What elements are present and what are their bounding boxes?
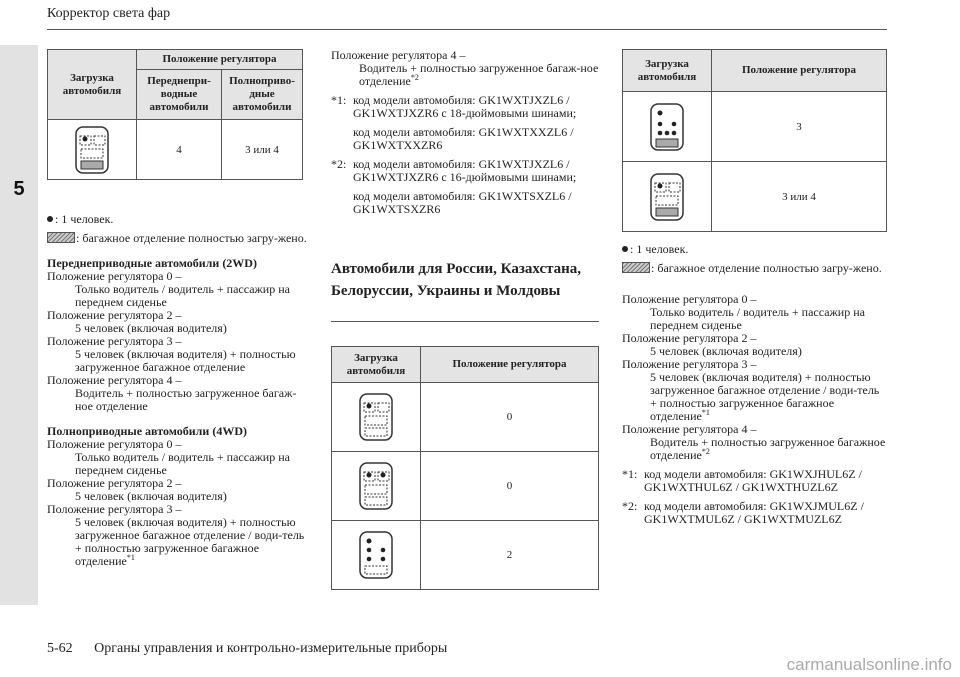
- luggage-hatch-icon: [622, 262, 650, 273]
- pos2-text: 5 человек (включая водителя): [650, 344, 802, 358]
- fwd-pos4-label: Положение регулятора 4 –: [47, 373, 182, 387]
- pos4-label: Положение регулятора 4 –: [622, 422, 757, 436]
- car-load-diagram-icon: [358, 530, 394, 580]
- awd-pos0-text: Только водитель / водитель + пассажир на переднем сиденье: [75, 450, 290, 477]
- column-2-text: [331, 49, 601, 216]
- row-value: 3 или 4: [712, 162, 887, 232]
- page-footer: [47, 641, 465, 657]
- pos4-text: Водитель + полностью загруженное багажное отделение$^{*2}$: [650, 435, 886, 462]
- table-fwd-awd: [47, 49, 303, 180]
- row-value: 0: [421, 452, 599, 521]
- person-icon: [622, 246, 628, 252]
- legend-luggage: : багажное отделение полностью загру-жено.: [47, 232, 307, 245]
- th-load: Загрузка автомобиля: [623, 50, 712, 92]
- fwd-heading: Переднеприводные автомобили (2WD): [47, 256, 257, 270]
- row-value: 3: [712, 92, 887, 162]
- header-rule: [47, 29, 887, 30]
- page-number: 5-62: [47, 641, 73, 656]
- person-icon: [47, 216, 53, 222]
- cell-awd-value: 3 или 4: [222, 120, 303, 180]
- legend-person: : 1 человек.: [47, 213, 307, 226]
- legend-luggage: : багажное отделение полностью загру-жено.: [622, 262, 887, 275]
- th-position: Положение регулятора: [421, 347, 599, 383]
- pos3-text: 5 человек (включая водителя) + полностью загруженное багажное отделение / води-тель + полностью загруженное багажное отделение$^{*1}$: [650, 370, 880, 423]
- section-title: Автомобили для России, Казахстана, Белоруссии, Украины и Молдовы: [331, 261, 582, 299]
- fwd-pos4-text: Водитель + полностью загруженное багаж-ное отделение: [75, 386, 297, 413]
- th-position: Положение регулятора: [712, 50, 887, 92]
- chapter-tab: [0, 45, 38, 605]
- awd-pos3-text: 5 человек (включая водителя) + полностью загруженное багажное отделение / води-тель + полностью загруженное багажное отделение$^{*1}$: [75, 515, 305, 568]
- th-fwd: Переднепри-водные автомобили: [137, 70, 222, 120]
- footnote-2: *2: код модели автомобиля: GK1WXTJXZL6 / GK1WXTJXZR6 с 16-дюймовыми шинами; код модели автомобиля: GK1WXTSXZL6 / GK1WXTSXZR6: [331, 157, 577, 216]
- footnote-1: *1: код модели автомобиля: GK1WXJHUL6Z / GK1WXTHUL6Z / GK1WXTHUZL6Z: [622, 467, 862, 494]
- cell-fwd-value: 4: [137, 120, 222, 180]
- awd-heading: Полноприводные автомобили (4WD): [47, 424, 247, 438]
- pos2-label: Положение регулятора 2 –: [622, 331, 757, 345]
- chapter-title: Органы управления и контрольно-измерительные приборы: [94, 641, 448, 656]
- awd-pos0-label: Положение регулятора 0 –: [47, 437, 182, 451]
- fwd-pos2-text: 5 человек (включая водителя): [75, 321, 227, 335]
- pos0-label: Положение регулятора 0 –: [622, 292, 757, 306]
- th-load: Загрузка автомобиля: [48, 50, 137, 120]
- page-header: Корректор света фар: [47, 6, 171, 21]
- fwd-pos3-label: Положение регулятора 3 –: [47, 334, 182, 348]
- chapter-number: 5: [13, 178, 25, 200]
- pos0-text: Только водитель / водитель + пассажир на переднем сиденье: [650, 305, 865, 332]
- awd-pos2-text: 5 человек (включая водителя): [75, 489, 227, 503]
- pos4-label: Положение регулятора 4 –: [331, 48, 466, 62]
- section-rule: [331, 321, 599, 322]
- luggage-hatch-icon: [47, 232, 75, 243]
- table-awd-regions: [622, 49, 887, 232]
- car-load-diagram-icon: [358, 461, 394, 511]
- pos3-label: Положение регулятора 3 –: [622, 357, 757, 371]
- legend-person: : 1 человек.: [622, 243, 887, 256]
- car-load-diagram-icon: [74, 125, 110, 175]
- pos4-text: Водитель + полностью загруженное багаж-ное отделение$^{*2}$: [359, 61, 599, 88]
- th-load: Загрузка автомобиля: [332, 347, 421, 383]
- fwd-pos3-text: 5 человек (включая водителя) + полностью загруженное багажное отделение: [75, 347, 296, 374]
- row-value: 0: [421, 383, 599, 452]
- awd-pos3-label: Положение регулятора 3 –: [47, 502, 182, 516]
- car-load-diagram-icon: [358, 392, 394, 442]
- row-value: 2: [421, 521, 599, 590]
- fwd-pos0-text: Только водитель / водитель + пассажир на переднем сиденье: [75, 282, 290, 309]
- th-position: Положение регулятора: [137, 50, 303, 70]
- table-regions: [331, 346, 599, 590]
- fwd-pos2-label: Положение регулятора 2 –: [47, 308, 182, 322]
- column-1-text: [47, 213, 307, 568]
- cell-car: [48, 120, 137, 180]
- watermark: carmanualsonline.info: [786, 655, 952, 674]
- awd-pos2-label: Положение регулятора 2 –: [47, 476, 182, 490]
- th-awd: Полноприво-дные автомобили: [222, 70, 303, 120]
- footnote-2: *2: код модели автомобиля: GK1WXJMUL6Z / GK1WXTMUL6Z / GK1WXTMUZL6Z: [622, 499, 864, 526]
- footnote-1: *1: код модели автомобиля: GK1WXTJXZL6 / GK1WXTJXZR6 с 18-дюймовыми шинами; код модели автомобиля: GK1WXTXXZL6 / GK1WXTXXZR6: [331, 93, 577, 152]
- car-load-diagram-icon: [649, 172, 685, 222]
- car-load-diagram-icon: [649, 102, 685, 152]
- fwd-pos0-label: Положение регулятора 0 –: [47, 269, 182, 283]
- column-3-text: [622, 243, 887, 526]
